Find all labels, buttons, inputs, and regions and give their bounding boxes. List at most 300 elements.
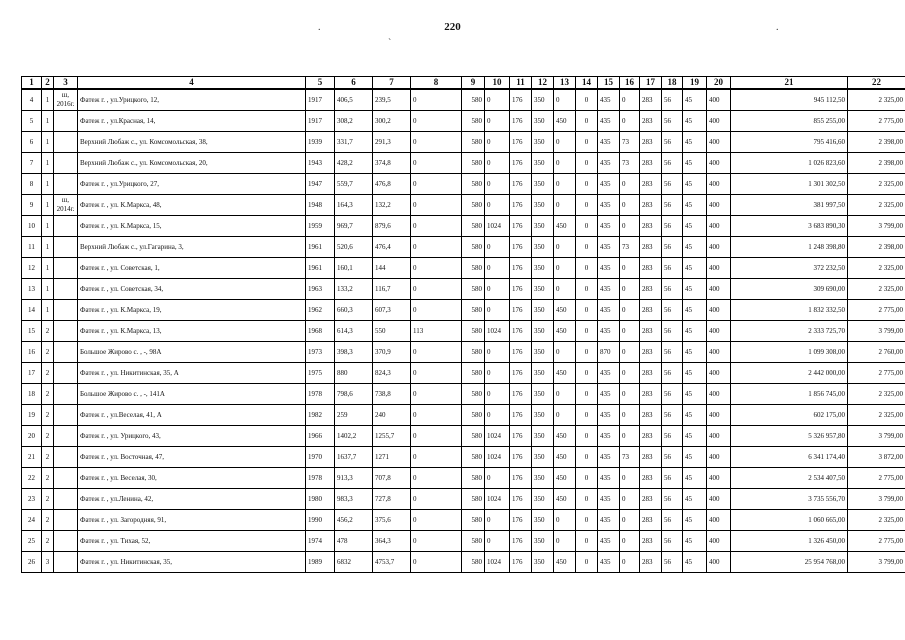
table-cell: Фатеж г. , ул.Урицкого, 27, (78, 174, 306, 195)
table-cell: 73 (620, 132, 640, 153)
table-cell: 450 (554, 216, 576, 237)
table-cell: 6832 (335, 552, 373, 573)
table-cell: 1 326 450,00 (731, 531, 848, 552)
table-row (22, 531, 905, 552)
table-cell: 13 (22, 279, 42, 300)
table-cell: 400 (707, 153, 731, 174)
table-cell: 350 (532, 468, 554, 489)
column-header: 8 (411, 77, 462, 90)
table-cell: 0 (485, 510, 510, 531)
table-cell: 400 (707, 258, 731, 279)
table-cell: 300,2 (373, 111, 411, 132)
table-cell: 283 (640, 531, 662, 552)
table-cell: 0 (620, 174, 640, 195)
table-cell: 283 (640, 342, 662, 363)
table-cell: 1637,7 (335, 447, 373, 468)
table-cell: 1 248 398,80 (731, 237, 848, 258)
table-cell: 2 760,00 (848, 342, 905, 363)
table-cell: 56 (662, 174, 683, 195)
table-cell: 400 (707, 405, 731, 426)
table-cell: 45 (683, 468, 707, 489)
table-cell: 0 (620, 216, 640, 237)
table-row (22, 405, 905, 426)
table-cell: 176 (510, 321, 532, 342)
table-cell: 12 (22, 258, 42, 279)
table-cell: 400 (707, 89, 731, 111)
table-cell: 0 (576, 510, 598, 531)
table-cell: 0 (620, 531, 640, 552)
table-cell: 550 (373, 321, 411, 342)
table-cell: 0 (576, 89, 598, 111)
table-cell: 1 (42, 216, 54, 237)
table-cell: Фатеж г. , ул. Никитинская, 35, (78, 552, 306, 573)
table-cell: 309 690,00 (731, 279, 848, 300)
table-cell: 45 (683, 258, 707, 279)
table-cell: 0 (411, 258, 462, 279)
table-cell: 283 (640, 216, 662, 237)
table-cell: 1 (42, 258, 54, 279)
table-cell: 0 (620, 405, 640, 426)
table-cell (54, 300, 78, 321)
table-cell: 0 (411, 237, 462, 258)
table-cell: 283 (640, 468, 662, 489)
table-cell: 1978 (306, 468, 335, 489)
table-cell: 0 (620, 300, 640, 321)
table-cell: 3 799,00 (848, 321, 905, 342)
table-cell: 350 (532, 111, 554, 132)
table-cell: 20 (22, 426, 42, 447)
table-cell: 435 (598, 111, 620, 132)
table-cell: 580 (462, 426, 485, 447)
column-number-header (22, 77, 905, 90)
table-cell: 400 (707, 489, 731, 510)
table-cell: 3 735 556,70 (731, 489, 848, 510)
table-cell: 0 (485, 111, 510, 132)
table-cell: 45 (683, 237, 707, 258)
table-cell: 1959 (306, 216, 335, 237)
table-cell: 5 326 957,80 (731, 426, 848, 447)
table-cell: 0 (485, 405, 510, 426)
table-cell: 0 (554, 195, 576, 216)
table-cell: 0 (576, 279, 598, 300)
table-cell: 2 (42, 426, 54, 447)
table-cell: 435 (598, 468, 620, 489)
table-cell: 435 (598, 447, 620, 468)
table-cell: 1970 (306, 447, 335, 468)
table-cell: 73 (620, 153, 640, 174)
table-cell: 0 (576, 132, 598, 153)
table-cell: 580 (462, 342, 485, 363)
table-cell: 707,8 (373, 468, 411, 489)
table-cell: 45 (683, 300, 707, 321)
table-cell: 435 (598, 195, 620, 216)
table-cell (54, 552, 78, 573)
table-cell: 45 (683, 111, 707, 132)
table-cell: 0 (576, 426, 598, 447)
table-cell: 0 (620, 258, 640, 279)
table-cell: 0 (620, 195, 640, 216)
table-cell: Верхний Любаж с., ул. Комсомольская, 20, (78, 153, 306, 174)
table-cell: 2 775,00 (848, 468, 905, 489)
table-cell: 855 255,00 (731, 111, 848, 132)
table-cell: 450 (554, 468, 576, 489)
table-cell: 1966 (306, 426, 335, 447)
table-cell: 478 (335, 531, 373, 552)
table-cell: 435 (598, 552, 620, 573)
table-cell: 456,2 (335, 510, 373, 531)
column-header: 13 (554, 77, 576, 90)
table-cell: 602 175,00 (731, 405, 848, 426)
table-cell: 580 (462, 216, 485, 237)
table-cell: 350 (532, 489, 554, 510)
table-cell: 450 (554, 321, 576, 342)
table-cell (54, 405, 78, 426)
table-cell: 1024 (485, 426, 510, 447)
table-cell: 435 (598, 237, 620, 258)
table-cell: 23 (22, 489, 42, 510)
table-cell: 1255,7 (373, 426, 411, 447)
table-cell: 381 997,50 (731, 195, 848, 216)
table-row (22, 342, 905, 363)
table-cell: 1982 (306, 405, 335, 426)
table-cell: 1 (42, 153, 54, 174)
table-cell: 350 (532, 300, 554, 321)
table-cell: 0 (485, 237, 510, 258)
table-cell: 56 (662, 195, 683, 216)
table-cell: 435 (598, 384, 620, 405)
table-cell: 73 (620, 447, 640, 468)
table-cell: 56 (662, 405, 683, 426)
column-header: 2 (42, 77, 54, 90)
table-cell: 435 (598, 216, 620, 237)
table-cell: 350 (532, 447, 554, 468)
table-cell: 435 (598, 531, 620, 552)
table-cell: 1968 (306, 321, 335, 342)
table-cell: 0 (485, 384, 510, 405)
table-cell: Фатеж г. , ул. Веселая, 30, (78, 468, 306, 489)
table-cell: 176 (510, 89, 532, 111)
table-cell: 580 (462, 89, 485, 111)
table-cell: 291,3 (373, 132, 411, 153)
table-cell: Фатеж г. , ул. Никитинская, 35, А (78, 363, 306, 384)
table-cell: 1961 (306, 258, 335, 279)
table-cell: 45 (683, 384, 707, 405)
table-cell: 372 232,50 (731, 258, 848, 279)
table-cell: 56 (662, 489, 683, 510)
table-cell: 400 (707, 195, 731, 216)
table-cell: 870 (598, 342, 620, 363)
table-cell: 160,1 (335, 258, 373, 279)
column-header: 11 (510, 77, 532, 90)
table-cell: 435 (598, 321, 620, 342)
table-cell: 3 872,00 (848, 447, 905, 468)
table-cell: 428,2 (335, 153, 373, 174)
table-cell: 176 (510, 132, 532, 153)
table-cell: 435 (598, 405, 620, 426)
table-cell: 350 (532, 89, 554, 111)
table-cell: 1973 (306, 342, 335, 363)
table-cell: 283 (640, 153, 662, 174)
table-cell: 435 (598, 89, 620, 111)
table-cell: 580 (462, 153, 485, 174)
table-cell: 580 (462, 489, 485, 510)
table-cell: 132,2 (373, 195, 411, 216)
table-cell: 0 (620, 342, 640, 363)
table-cell: 56 (662, 468, 683, 489)
column-header: 18 (662, 77, 683, 90)
table-cell: 450 (554, 426, 576, 447)
table-cell: 1975 (306, 363, 335, 384)
table-cell: 1989 (306, 552, 335, 573)
table-cell: 0 (620, 468, 640, 489)
column-header: 10 (485, 77, 510, 90)
column-header: 15 (598, 77, 620, 90)
table-cell: Фатеж г. , ул.Урицкого, 12, (78, 89, 306, 111)
table-cell: 56 (662, 300, 683, 321)
table-cell: 0 (576, 405, 598, 426)
table-cell: 56 (662, 342, 683, 363)
scan-mark: ` (388, 38, 392, 49)
table-cell: Фатеж г. , ул. Советская, 34, (78, 279, 306, 300)
table-cell: 56 (662, 363, 683, 384)
table-row (22, 300, 905, 321)
housing-register-table (21, 76, 905, 573)
table-cell: 176 (510, 468, 532, 489)
table-cell: 1 832 332,50 (731, 300, 848, 321)
table-cell: 350 (532, 237, 554, 258)
table-cell: 0 (411, 552, 462, 573)
column-header: 14 (576, 77, 598, 90)
table-row (22, 552, 905, 573)
table-cell: 1980 (306, 489, 335, 510)
table-cell: 0 (411, 531, 462, 552)
column-header: 19 (683, 77, 707, 90)
table-cell: 1962 (306, 300, 335, 321)
table-cell: 450 (554, 447, 576, 468)
table-cell: 164,3 (335, 195, 373, 216)
table-cell: 176 (510, 405, 532, 426)
table-cell: 0 (576, 216, 598, 237)
table-cell: 400 (707, 279, 731, 300)
table-cell: 45 (683, 489, 707, 510)
table-row (22, 258, 905, 279)
table-cell: 2 325,00 (848, 195, 905, 216)
column-header: 20 (707, 77, 731, 90)
table-cell: 176 (510, 153, 532, 174)
table-cell: 283 (640, 132, 662, 153)
table-cell (54, 531, 78, 552)
table-cell: 0 (620, 489, 640, 510)
table-cell: 1024 (485, 447, 510, 468)
table-cell: 0 (620, 426, 640, 447)
table-cell: 0 (485, 174, 510, 195)
table-cell: 308,2 (335, 111, 373, 132)
table-cell: 0 (620, 111, 640, 132)
table-cell: 969,7 (335, 216, 373, 237)
table-cell: 435 (598, 174, 620, 195)
table-cell: 2 398,00 (848, 153, 905, 174)
table-cell (54, 321, 78, 342)
table-cell: 0 (411, 342, 462, 363)
table-cell: 11 (22, 237, 42, 258)
table-cell: 176 (510, 510, 532, 531)
table-cell: 283 (640, 384, 662, 405)
table-cell: 580 (462, 363, 485, 384)
table-cell (54, 153, 78, 174)
column-header: 22 (848, 77, 905, 90)
table-cell: 0 (576, 447, 598, 468)
table-cell: 283 (640, 489, 662, 510)
table-cell: 0 (554, 279, 576, 300)
table-cell: 580 (462, 447, 485, 468)
table-cell: 0 (411, 300, 462, 321)
table-cell: 0 (485, 342, 510, 363)
table-cell: 0 (554, 405, 576, 426)
table-cell: 45 (683, 405, 707, 426)
table-cell: 1963 (306, 279, 335, 300)
scan-mark: . (318, 22, 321, 33)
table-cell: 240 (373, 405, 411, 426)
table-cell: 1978 (306, 384, 335, 405)
table-cell: 580 (462, 552, 485, 573)
table-cell: 400 (707, 132, 731, 153)
table-cell: 116,7 (373, 279, 411, 300)
table-cell: 0 (485, 195, 510, 216)
table-cell: 370,9 (373, 342, 411, 363)
column-header: 6 (335, 77, 373, 90)
table-cell: 56 (662, 552, 683, 573)
column-header: 16 (620, 77, 640, 90)
table-row (22, 195, 905, 216)
table-cell: 0 (620, 321, 640, 342)
table-cell: 435 (598, 132, 620, 153)
table-cell: 520,6 (335, 237, 373, 258)
table-cell: 364,3 (373, 531, 411, 552)
column-header: 1 (22, 77, 42, 90)
table-cell: 400 (707, 447, 731, 468)
table-cell: 580 (462, 321, 485, 342)
table-cell: 7 (22, 153, 42, 174)
table-cell: 450 (554, 552, 576, 573)
table-cell: 398,3 (335, 342, 373, 363)
table-cell: 176 (510, 216, 532, 237)
column-header: 17 (640, 77, 662, 90)
table-cell: 0 (620, 510, 640, 531)
table-cell: 2 (42, 468, 54, 489)
table-cell: 1990 (306, 510, 335, 531)
table-cell: 176 (510, 258, 532, 279)
table-cell: ш, 2016г. (54, 89, 78, 111)
table-cell: 450 (554, 363, 576, 384)
table-cell: 0 (576, 300, 598, 321)
table-cell: 45 (683, 510, 707, 531)
table-cell: 1 (42, 89, 54, 111)
table-cell: 176 (510, 531, 532, 552)
table-cell: 1 (42, 111, 54, 132)
table-cell: 2 325,00 (848, 405, 905, 426)
table-cell: 435 (598, 258, 620, 279)
table-cell: 0 (485, 279, 510, 300)
table-cell: 580 (462, 111, 485, 132)
table-cell: 406,5 (335, 89, 373, 111)
table-cell: 0 (554, 132, 576, 153)
table-cell: Большое Жирово с. , -, 141А (78, 384, 306, 405)
table-cell: 10 (22, 216, 42, 237)
table-cell: 738,8 (373, 384, 411, 405)
table-body (22, 89, 905, 573)
table-cell: 45 (683, 426, 707, 447)
table-cell: 350 (532, 405, 554, 426)
table-cell: 283 (640, 405, 662, 426)
table-cell: 0 (576, 153, 598, 174)
table-cell: 400 (707, 237, 731, 258)
table-cell: 0 (554, 531, 576, 552)
table-cell: 176 (510, 195, 532, 216)
table-cell: 0 (411, 426, 462, 447)
table-cell: 350 (532, 174, 554, 195)
table-cell: 0 (576, 384, 598, 405)
table-cell: 283 (640, 363, 662, 384)
table-cell: 56 (662, 279, 683, 300)
table-cell: 2 (42, 405, 54, 426)
table-cell: 45 (683, 132, 707, 153)
table-cell: 350 (532, 258, 554, 279)
table-cell: 45 (683, 279, 707, 300)
table-cell: 795 416,60 (731, 132, 848, 153)
table-cell: 0 (554, 237, 576, 258)
table-cell: 400 (707, 426, 731, 447)
table-cell: Фатеж г. , ул. К.Маркса, 19, (78, 300, 306, 321)
table-cell: 2 (42, 384, 54, 405)
table-cell: 476,8 (373, 174, 411, 195)
table-cell: 945 112,50 (731, 89, 848, 111)
table-cell: 559,7 (335, 174, 373, 195)
table-cell (54, 237, 78, 258)
table-cell: 56 (662, 237, 683, 258)
table-cell: 2 (42, 342, 54, 363)
table-cell (54, 510, 78, 531)
table-cell: 56 (662, 426, 683, 447)
table-cell: 2 325,00 (848, 279, 905, 300)
table-cell: 56 (662, 447, 683, 468)
table-cell: 176 (510, 111, 532, 132)
table-cell: Фатеж г. , ул.Ленина, 42, (78, 489, 306, 510)
table-cell: 259 (335, 405, 373, 426)
table-cell: 580 (462, 468, 485, 489)
table-cell (54, 258, 78, 279)
table-cell: 350 (532, 216, 554, 237)
table-cell: 144 (373, 258, 411, 279)
table-row (22, 426, 905, 447)
table-row (22, 89, 905, 111)
table-cell: 2 325,00 (848, 89, 905, 111)
table-cell: 0 (620, 363, 640, 384)
table-cell: 5 (22, 111, 42, 132)
table-cell: 2 (42, 363, 54, 384)
table-cell: 176 (510, 174, 532, 195)
table-cell: 1024 (485, 216, 510, 237)
table-cell: 1948 (306, 195, 335, 216)
table-cell: 580 (462, 384, 485, 405)
table-cell (54, 363, 78, 384)
table-cell: 3 799,00 (848, 489, 905, 510)
table-cell: 45 (683, 153, 707, 174)
table-cell: 350 (532, 195, 554, 216)
table-cell: 983,3 (335, 489, 373, 510)
table-cell: 283 (640, 510, 662, 531)
table-cell: 1961 (306, 237, 335, 258)
table-cell: 435 (598, 279, 620, 300)
